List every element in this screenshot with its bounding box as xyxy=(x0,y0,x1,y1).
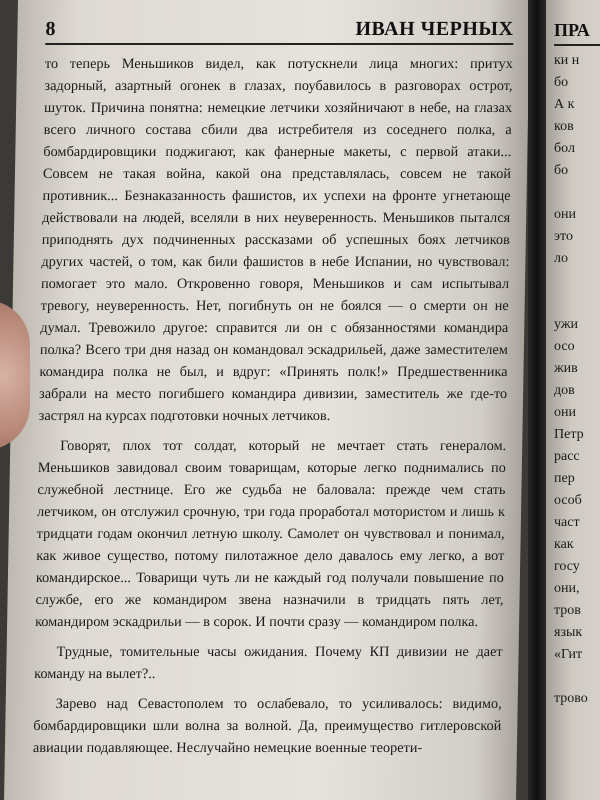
right-line-fragment xyxy=(554,182,588,204)
right-line-fragment xyxy=(554,270,588,292)
running-head: ИВАН ЧЕРНЫХ xyxy=(355,18,514,40)
right-line-fragment: тров xyxy=(554,603,581,618)
right-line-fragment xyxy=(554,666,588,688)
right-line-fragment: ки н xyxy=(554,53,580,68)
right-line-fragment: трово xyxy=(554,691,588,706)
right-line-fragment: част xyxy=(554,515,580,530)
right-line-fragment: пер xyxy=(554,471,575,486)
right-line-fragment: они, xyxy=(554,581,580,596)
right-line-fragment: ков xyxy=(554,119,574,134)
right-line-fragment: они xyxy=(554,405,576,420)
right-line-fragment: дов xyxy=(554,383,575,398)
right-line-fragment: как xyxy=(554,537,574,552)
right-line-fragment: это xyxy=(554,229,573,244)
right-page-lines xyxy=(554,50,588,710)
right-line-fragment: осо xyxy=(554,339,575,354)
right-line-fragment: госу xyxy=(554,559,580,574)
page-number: 8 xyxy=(45,18,56,40)
paragraph: Зарево над Севастополем то ослабевало, то усиливалось: видимо, бомбардировщики шли волна за волной. Да, преимущество гитлеровской авиации подавляющее. Неслучайно немецкие военные теорети- xyxy=(32,696,502,756)
right-line-fragment: бо xyxy=(554,163,569,178)
right-running-head: ПРА xyxy=(554,20,590,40)
right-line-fragment: бо xyxy=(554,75,569,90)
page-header xyxy=(45,18,513,45)
right-line-fragment: язык xyxy=(554,625,583,640)
right-line-fragment xyxy=(554,292,588,314)
right-line-fragment: А к xyxy=(554,97,575,112)
right-line-fragment: «Гит xyxy=(554,647,583,662)
body-text xyxy=(33,53,513,759)
book-gutter xyxy=(528,0,546,800)
right-line-fragment: ло xyxy=(554,251,568,266)
right-line-fragment: особ xyxy=(554,493,582,508)
paragraph: Говорят, плох тот солдат, который не мечтает стать генералом. Меньшиков завидовал своим товарищам, которые легко поднимались по служебной лестнице. Его же судьба не баловала: прежде чем стать летчиком, он отслужил срочную, три года проработал мотористом и лишь к тридцати годам окончил летную школу. Самолет он чувствовал и понимал, как живое существо, потому пилотажное дело давалось ему легко, а вот командирское... Товарищи чуть ли не каждый год получали повышение по службе, его же командиром звена назначили в тридцать пять лет, командиром эскадрильи — в сорок. И почти сразу — командиром полка. xyxy=(35,438,507,630)
paragraph: то теперь Меньшиков видел, как потускнели лица многих: притух задорный, азартный огонек в глазах, поубавилось в разговорах острот, шуток. Причина понятна: немецкие летчики хозяйничают в небе, на глазах всего личного состава сбили два истребителя из соседнего полка, а бомбардировщики поджигают, как фанерные макеты, с первой атаки... Совсем не такая война, какой она представлялась, совсем не такой противник... Безнаказанность фашистов, их успехи на фронте угнетающе действовали на людей, вселяли в них неуверенность. Меньшиков пытался приподнять дух подчиненных рассказами об успешных боях летчиков других частей, о том, как били фашистов в небе Испании, но чувствовал: помогает это мало. Откровенно говоря, Меньшиков и сам испытывал тревогу, неуверенность. Нет, погибнуть он не боялся — о смерти он не думал. Тревожило другое: справится ли он с обязанностями командира полка? Всего три дня назад он командовал эскадрильей, даже заместителем командира полка не был, и вдруг: «Принять полк!» Предшественника забрали на место погибшего командира дивизии, заместитель же где-то застрял на курсах подготовки ночных летчиков. xyxy=(38,56,514,424)
right-line-fragment: жив xyxy=(554,361,578,376)
paragraph: Трудные, томительные часы ожидания. Почему КП дивизии не дает команду на вылет?.. xyxy=(34,644,503,682)
right-line-fragment: бол xyxy=(554,141,575,156)
right-line-fragment: они xyxy=(554,207,576,222)
right-line-fragment: Петр xyxy=(554,427,584,442)
left-book-page xyxy=(4,0,530,800)
right-header-rule xyxy=(554,44,600,46)
right-book-page xyxy=(544,0,600,800)
right-line-fragment: ужи xyxy=(554,317,578,332)
right-line-fragment: расс xyxy=(554,449,580,464)
